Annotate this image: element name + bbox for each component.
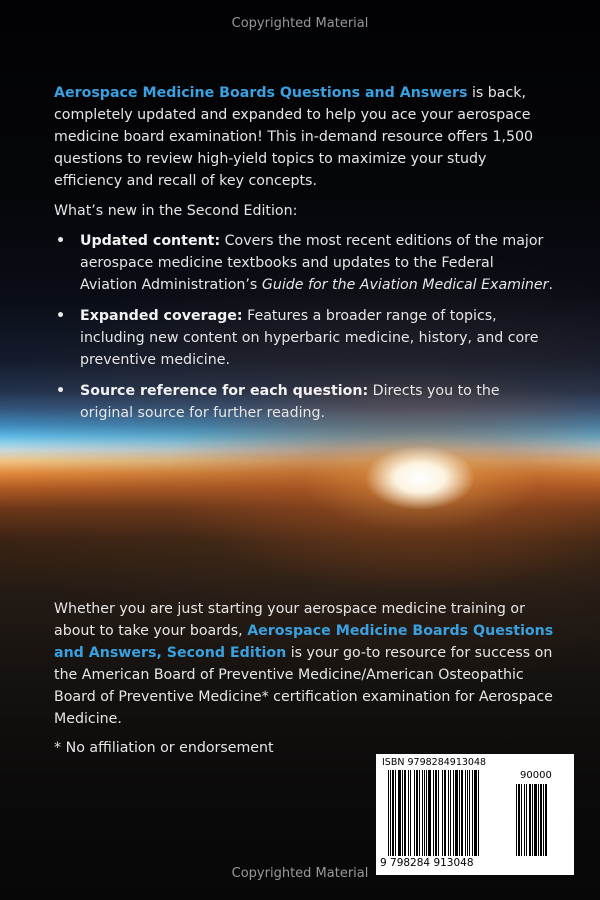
intro-text: is back, completely updated and expanded to help you ace your aerospace medicine board examination! This in-demand resource offers 1,500 questions to review high-yield topics to maximize your study efficiency and recall of key concepts.	[54, 85, 534, 189]
feature-label: Updated content:	[80, 233, 221, 249]
feature-item-updated-content	[54, 230, 554, 296]
watermark-top: Copyrighted Material	[231, 16, 369, 31]
barcode-space	[479, 770, 480, 856]
watermark-bottom: Copyrighted Material	[231, 866, 369, 881]
feature-text: Covers the most recent editions of the major aerospace medicine textbooks and updates to the Federal Aviation Administration’s	[80, 233, 544, 293]
intro-paragraph	[54, 82, 554, 192]
whats-new-heading: What’s new in the Second Edition:	[54, 203, 298, 219]
bullet-icon: •	[56, 233, 66, 249]
isbn-label: ISBN 9798284913048	[382, 757, 487, 768]
barcode-space	[547, 784, 548, 856]
price-code: 90000	[520, 770, 552, 781]
feature-list	[54, 230, 554, 433]
feature-item-expanded-coverage	[54, 305, 554, 371]
feature-text: Features a broader range of topics, including new content on hyperbaric medicine, history, and core preventive medicine.	[80, 308, 539, 368]
affiliation-note: * No affiliation or endorsement	[54, 740, 274, 756]
barcode-bars-addon	[516, 784, 566, 856]
outro-paragraph	[54, 598, 554, 730]
barcode-digits: 9 798284 913048	[380, 857, 474, 869]
feature-label: Expanded coverage:	[80, 308, 243, 324]
feature-italic: Guide for the Aviation Medical Examiner	[261, 277, 549, 293]
barcode-bars-main	[388, 770, 510, 856]
feature-item-source-reference	[54, 380, 554, 424]
feature-label: Source reference for each question:	[80, 383, 369, 399]
isbn-barcode	[376, 754, 574, 875]
outro-text-after: is your go-to resource for success on the American Board of Preventive Medicine/American Osteopathic Board of Preventive Medicine* certification examination for Aerospace Medicine.	[54, 645, 553, 727]
bullet-icon: •	[56, 383, 66, 399]
bullet-icon: •	[56, 308, 66, 324]
book-title-highlight-full: Aerospace Medicine Boards Questions and Answers, Second Edition	[54, 623, 554, 661]
outro-text-before: Whether you are just starting your aerospace medicine training or about to take your boards,	[54, 601, 525, 639]
feature-tail: .	[548, 277, 553, 293]
book-title-highlight: Aerospace Medicine Boards Questions and Answers	[54, 85, 468, 101]
feature-text: Directs you to the original source for further reading.	[80, 383, 500, 421]
